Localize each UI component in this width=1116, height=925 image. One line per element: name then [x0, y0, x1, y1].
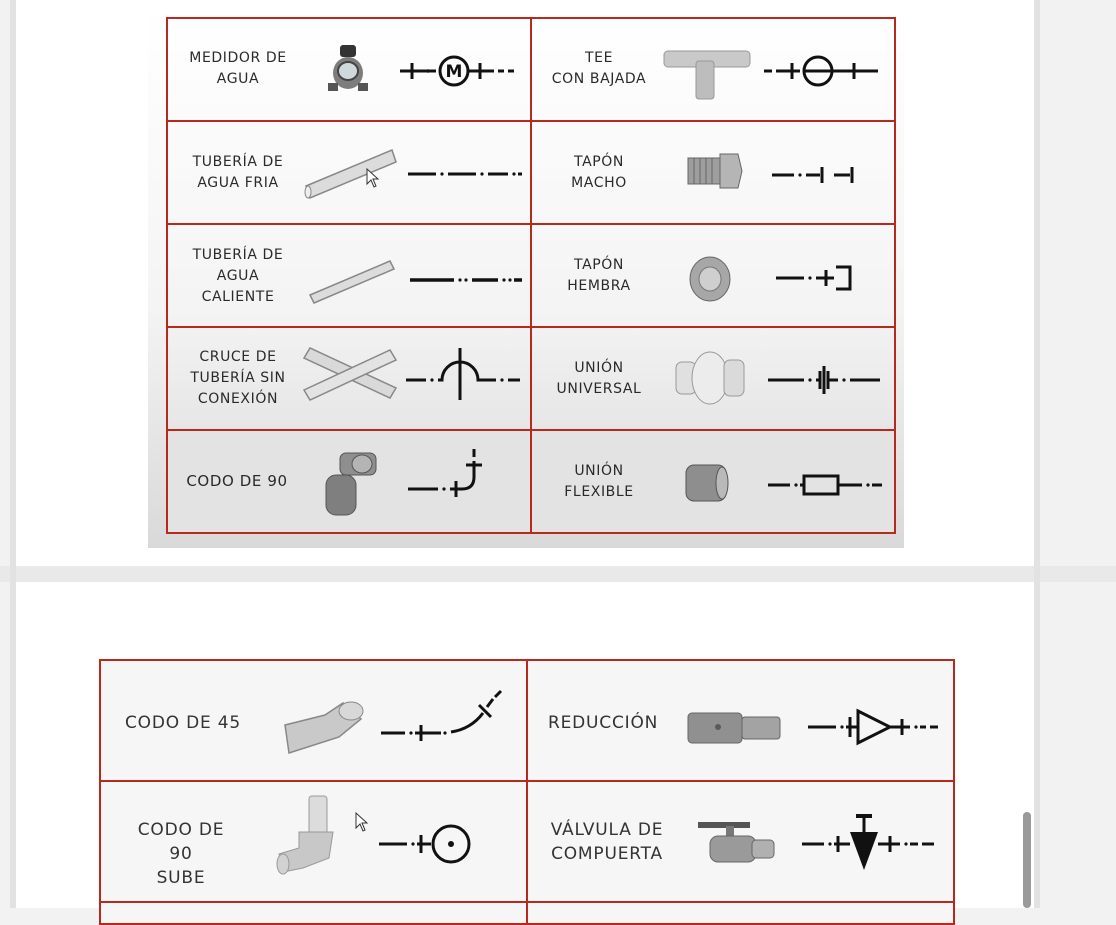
table-cell [100, 660, 527, 781]
reducer-symbol-icon [806, 707, 940, 747]
flexible-union-icon [680, 461, 736, 505]
cell-label: TUBERÍA DE AGUA FRIA [192, 154, 284, 191]
cell-label: CODO DE 90 SUBE [137, 820, 225, 888]
cell-label: UNIÓN FLEXIBLE [564, 463, 634, 500]
table-cell [167, 121, 531, 224]
page-right-shadow [1034, 0, 1040, 908]
reducer-icon [686, 709, 784, 747]
table-cell [527, 660, 954, 781]
table-cell [100, 781, 527, 902]
cold-water-line-icon [406, 162, 524, 186]
elbow-90-icon [318, 449, 384, 519]
male-cap-symbol-icon [770, 164, 860, 186]
male-cap-icon [682, 148, 746, 194]
page-separator [0, 566, 1116, 582]
vertical-scrollbar[interactable] [1023, 812, 1031, 908]
universal-union-icon [672, 348, 748, 410]
cell-label: VÁLVULA DE COMPUERTA [550, 820, 664, 864]
elbow-45-icon [281, 697, 365, 761]
table-row [167, 327, 895, 430]
tee-fitting-icon [660, 43, 756, 103]
cell-label: REDUCCIÓN [548, 713, 659, 733]
ball-valve-icon [694, 816, 780, 874]
cell-label: CODO DE 45 [125, 713, 241, 733]
table-row [100, 902, 954, 924]
cell-label: TEE CON BAJADA [551, 50, 647, 87]
table-row [167, 121, 895, 224]
table-cell [531, 430, 895, 533]
table-cell [531, 121, 895, 224]
elbow-90-up-icon [273, 792, 343, 882]
table-cell [527, 902, 954, 924]
crossing-symbol-icon [404, 346, 524, 402]
table-cell [167, 327, 531, 430]
table-cell [531, 18, 895, 121]
crossed-pipes-icon [300, 344, 400, 404]
table-cell [167, 18, 531, 121]
table-cell [531, 224, 895, 327]
universal-union-symbol-icon [766, 364, 884, 396]
table-cell [527, 781, 954, 902]
pipe-icon [304, 253, 398, 307]
riser-symbol-icon [377, 822, 473, 866]
cell-label: TAPÓN MACHO [571, 154, 627, 191]
gate-valve-symbol-icon [800, 810, 940, 872]
table-cell [167, 224, 531, 327]
tee-down-symbol-icon [762, 53, 880, 89]
female-cap-icon [682, 253, 738, 305]
table-cell [167, 430, 531, 533]
elbow-90-symbol-icon [406, 447, 488, 501]
pipe-icon [300, 146, 400, 204]
meter-m-symbol-icon [398, 53, 516, 89]
mouse-cursor-icon [366, 168, 380, 188]
hot-water-line-icon [408, 269, 524, 291]
table-cell [100, 902, 527, 924]
table-row [167, 430, 895, 533]
cell-label: TAPÓN HEMBRA [567, 257, 631, 294]
page-left-shadow [10, 0, 16, 908]
female-cap-symbol-icon [774, 263, 858, 293]
cell-label: UNIÓN UNIVERSAL [556, 360, 642, 397]
table-row [100, 660, 954, 781]
cell-label: TUBERÍA DE AGUA CALIENTE [192, 247, 284, 305]
symbols-table-2 [99, 659, 955, 925]
table-row [167, 224, 895, 327]
elbow-45-symbol-icon [379, 689, 503, 749]
mouse-cursor-icon [355, 812, 369, 832]
flexible-union-symbol-icon [766, 471, 884, 499]
water-meter-icon [324, 39, 374, 99]
cell-label: CODO DE 90 [186, 472, 288, 490]
cell-label: MEDIDOR DE AGUA [189, 50, 287, 87]
table-row [100, 781, 954, 902]
cell-label: CRUCE DE TUBERÍA SIN CONEXIÓN [190, 349, 286, 407]
table-cell [531, 327, 895, 430]
symbols-table-1 [166, 17, 896, 534]
svg-text:M: M [445, 62, 463, 82]
table-row [167, 18, 895, 121]
